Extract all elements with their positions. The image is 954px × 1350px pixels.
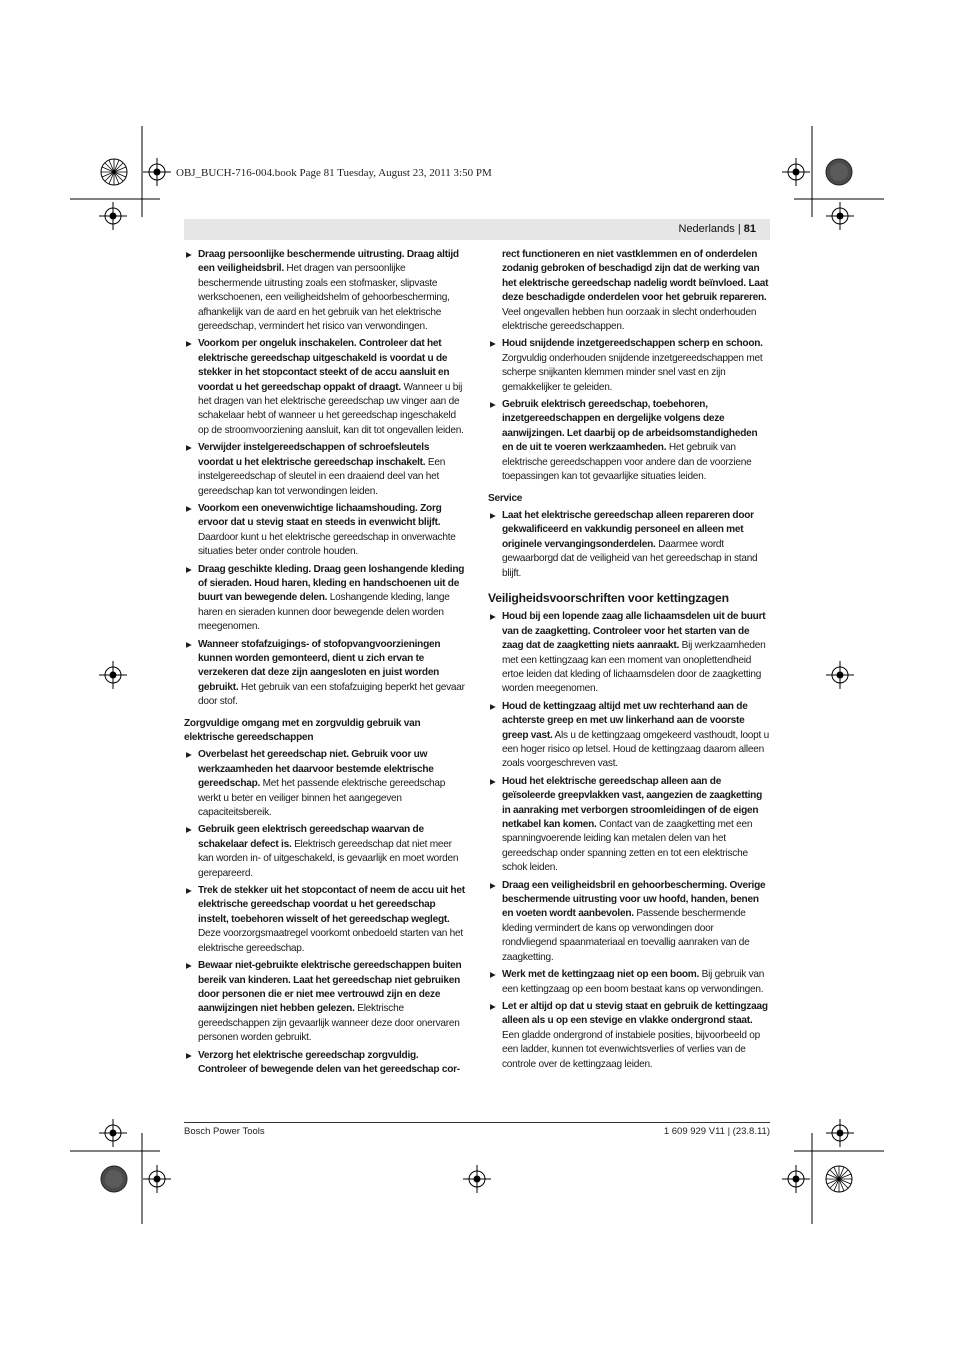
page-header (184, 219, 770, 240)
service-heading: Service (488, 492, 523, 504)
list-item (184, 638, 466, 710)
list-item (184, 884, 466, 956)
list-item (184, 337, 466, 438)
item-text: Daarmee wordt gewaarborgd dat de veiligheid van het gereedschap in stand blijft. (502, 538, 758, 579)
list-item (488, 398, 770, 484)
list-item (488, 879, 770, 965)
color-wheel-icon (101, 1166, 127, 1192)
list-item (488, 248, 770, 334)
item-bold: Houd bij een lopende zaag alle lichaamsdelen uit de buurt van de zaagketting. Controleer voor het starten van de zaag dat de zaagketting niets aanraakt. (502, 611, 766, 652)
registration-target-icon (143, 158, 171, 186)
list-item (488, 700, 770, 772)
footer-doc-number: 1 609 929 V11 | (23.8.11) (663, 1126, 770, 1137)
item-text: Bij werkzaamheden met een kettingzaag kan een moment van onoplettendheid ertoe leiden dat kleding of lichaamsdelen door de zaagketting worden meegenomen. (502, 640, 766, 695)
item-bold: Let er altijd op dat u stevig staat en gebruik de kettingzaag alleen als u op een stevige en vlakke ondergrond staat. (502, 1000, 768, 1027)
item-text: Passende beschermende kleding vermindert de kans op verwondingen door rondvliegend spaanmateriaal en toevallig aanraken van de zaagketting. (502, 908, 750, 963)
item-bold: Voorkom per ongeluk inschakelen. Controleer dat het elektrische gereedschap uitgeschakeld is voordat u de stekker in het stopcontact steekt of de accu aansluit en voordat u het gereedschap oppakt of draagt. (198, 338, 450, 393)
item-bold: Houd snijdende inzetgereedschappen scherp en schoon. (502, 338, 763, 350)
footer-rule (184, 1122, 770, 1123)
header-text (679, 223, 757, 235)
item-bold: Voorkom een onevenwichtige lichaamshouding. Zorg ervoor dat u stevig staat en steeds in evenwicht blijft. (198, 502, 442, 529)
item-text: Elektrische gereedschappen zijn gevaarlijk wanneer deze door onervaren personen worden gebruikt. (198, 1003, 460, 1044)
item-text: Deze voorzorgsmaatregel voorkomt onbedoeld starten van het elektrische gereedschap. (198, 928, 463, 954)
list-item (184, 502, 466, 560)
item-text: Elektrisch gereedschap dat niet meer kan worden in- of uitgeschakeld, is gevaarlijk en moet worden gerepareerd. (198, 838, 459, 879)
item-bold: Draag persoonlijke beschermende uitrusting. Draag altijd een veiligheidsbril. (198, 249, 459, 275)
subheading: Zorgvuldige omgang met en zorgvuldig gebruik van elektrische gereedschappen (184, 717, 421, 743)
item-text: Veel ongevallen hebben hun oorzaak in slecht onderhouden elektrische gereedschappen. (502, 306, 757, 333)
list-item (488, 1000, 770, 1072)
list-item (184, 823, 466, 881)
list-item (184, 959, 466, 1045)
color-wheel-icon (101, 159, 127, 185)
registration-target-icon (99, 661, 127, 689)
item-bold: Gebruik geen elektrisch gereedschap waarvan de schakelaar defect is. (198, 824, 424, 850)
item-text: Bij gebruik van een kettingzaag op een boom bestaat kans op verwondingen. (502, 969, 765, 995)
item-bold: Houd het elektrische gereedschap alleen aan de geïsoleerde greepvlakken vast, aangezien de zaagketting in aanraking met verborgen stroomleidingen of de eigen netkabel kan komen. (502, 775, 763, 831)
item-bold: Bewaar niet-gebruikte elektrische gereedschappen buiten bereik van kinderen. Laat het gereedschap niet gebruiken door personen die er niet mee vertrouwd zijn en deze aanwijzingen niet hebben gelezen. (198, 960, 462, 1015)
list-item (184, 441, 466, 499)
item-bold: Overbelast het gereedschap niet. Gebruik voor uw werkzaamheden het daarvoor bestemde elektrische gereedschap. (198, 749, 434, 790)
item-bold: Laat het elektrische gereedschap alleen repareren door gekwalificeerd en vakkundig personeel en alleen met originele vervangingsonderdelen. (502, 509, 754, 550)
item-bold: rect functioneren en niet vastklemmen en of onderdelen zodanig gebroken of beschadigd zijn dat de werking van het elektrische gereedschap nadelig wordt beïnvloed. Laat deze beschadigde onderdelen voor het gebruik repareren. (502, 249, 769, 304)
list-item (488, 775, 770, 876)
item-bold: Verwijder instelgereedschappen of schroefsleutels voordat u het elektrische gereedschap inschakelt. (198, 442, 430, 468)
item-text: Daardoor kunt u het elektrische gereedschap in onverwachte situaties beter onder controle houden. (198, 531, 456, 558)
registration-target-icon (826, 202, 854, 230)
registration-target-icon (463, 1165, 491, 1193)
list-item (184, 248, 466, 334)
item-text: Een instelgereedschap of sleutel in een draaiend deel van het gereedschap kan tot verwondingen leiden. (198, 456, 446, 497)
header-separator: | (737, 223, 741, 235)
item-bold: Draag een veiligheidsbril en gehoorbescherming. Overige beschermende uitrusting voor uw hoofd, handen, benen en voeten wordt aanbevolen. (502, 879, 766, 920)
item-text: Met het passende elektrische gereedschap werkt u beter en veiliger binnen het aangegeven capaciteitsbereik. (198, 778, 446, 819)
item-text: Loshangende kleding, lange haren en sieraden kunnen door bewegende delen worden meegenomen. (198, 592, 450, 633)
registration-target-icon (99, 202, 127, 230)
item-bold: Gebruik elektrisch gereedschap, toebehoren, inzetgereedschappen en dergelijke volgens deze aanwijzingen. Let daarbij op de arbeidsomstandigheden en de uit te voeren werkzaamheden. (502, 399, 758, 454)
item-text: Wanneer u bij het dragen van het elektrische gereedschap uw vinger aan de schakelaar hebt of wanneer u het gereedschap ingeschakeld op de stroomvoorziening aansluit, kan dit tot ongevallen leiden. (198, 381, 464, 436)
page-number: 81 (743, 223, 756, 235)
right-column (488, 248, 770, 1075)
list-item (488, 968, 770, 997)
list-item (488, 509, 770, 581)
registration-target-icon (826, 1119, 854, 1147)
footer-brand: Bosch Power Tools (184, 1126, 265, 1137)
item-bold: Werk met de kettingzaag niet op een boom. (502, 969, 700, 981)
item-text: Het gebruik van elektrische gereedschappen voor andere dan de voorziene toepassingen kan tot gevaarlijke situaties leiden. (502, 442, 752, 483)
list-item (184, 748, 466, 820)
item-bold: Trek de stekker uit het stopcontact of neem de accu uit het elektrische gereedschap voordat u het gereedschap instelt, toebehoren wisselt of het gereedschap weglegt. (198, 885, 465, 925)
item-text: Het dragen van persoonlijke beschermende uitrusting zoals een stofmasker, slipvaste werkschoenen, een veiligheidshelm of gehoorbescherming, afhankelijk van de aard en het gebruik van het elektrische gereedschap, vermindert het risico van verwondingen. (198, 263, 450, 333)
list-item (184, 563, 466, 635)
color-wheel-icon (826, 1166, 852, 1192)
registration-target-icon (99, 1119, 127, 1147)
color-wheel-icon (826, 159, 852, 185)
item-bold: Draag geschikte kleding. Draag geen loshangende kleding of sieraden. Houd haren, kleding en handschoenen uit de buurt van bewegende delen. (198, 563, 465, 604)
item-bold: Houd de kettingzaag altijd met uw rechterhand aan de achterste greep en met uw linkerhand aan de voorste greep vast. (502, 700, 748, 741)
registration-target-icon (143, 1165, 171, 1193)
registration-target-icon (782, 1165, 810, 1193)
item-bold: Wanneer stofafzuigings- of stofopvangvoorzieningen kunnen worden gemonteerd, dient u zich ervan te verzekeren dat deze zijn aangesloten en juist worden gebruikt. (198, 638, 441, 693)
item-text: Het gebruik van een stofafzuiging beperkt het gevaar door stof. (198, 681, 465, 708)
item-text: Contact van de zaagketting met een spanningvoerende leiding kan metalen delen van het gereedschap onder spanning zetten en tot een elektrische schok leiden. (502, 819, 753, 874)
left-column (184, 248, 466, 1080)
list-item (488, 337, 770, 395)
item-bold: Verzorg het elektrische gereedschap zorgvuldig. Controleer of bewegende delen van het gereedschap cor- (198, 1049, 460, 1075)
print-info: OBJ_BUCH-716-004.book Page 81 Tuesday, August 23, 2011 3:50 PM (176, 167, 492, 179)
list-item (488, 610, 770, 696)
header-language: Nederlands (678, 223, 735, 235)
section-title: Veiligheidsvoorschriften voor kettingzagen (488, 590, 729, 605)
list-item (184, 1049, 466, 1078)
registration-target-icon (826, 661, 854, 689)
registration-target-icon (782, 158, 810, 186)
item-text: Zorgvuldig onderhouden snijdende inzetgereedschappen met scherpe snijkanten klemmen minder snel vast en zijn gemakkelijker te geleiden. (502, 352, 763, 393)
item-text: Als u de kettingzaag omgekeerd vasthoudt, loopt u een hoger risico op letsel. Houd de kettingzaag daarom alleen zoals voorgeschreven vast. (502, 729, 770, 770)
item-text: Een gladde ondergrond of instabiele posities, bijvoorbeeld op een ladder, kunnen tot evenwichtsverlies of verlies van de controle over de kettingzaag leiden. (502, 1029, 761, 1070)
